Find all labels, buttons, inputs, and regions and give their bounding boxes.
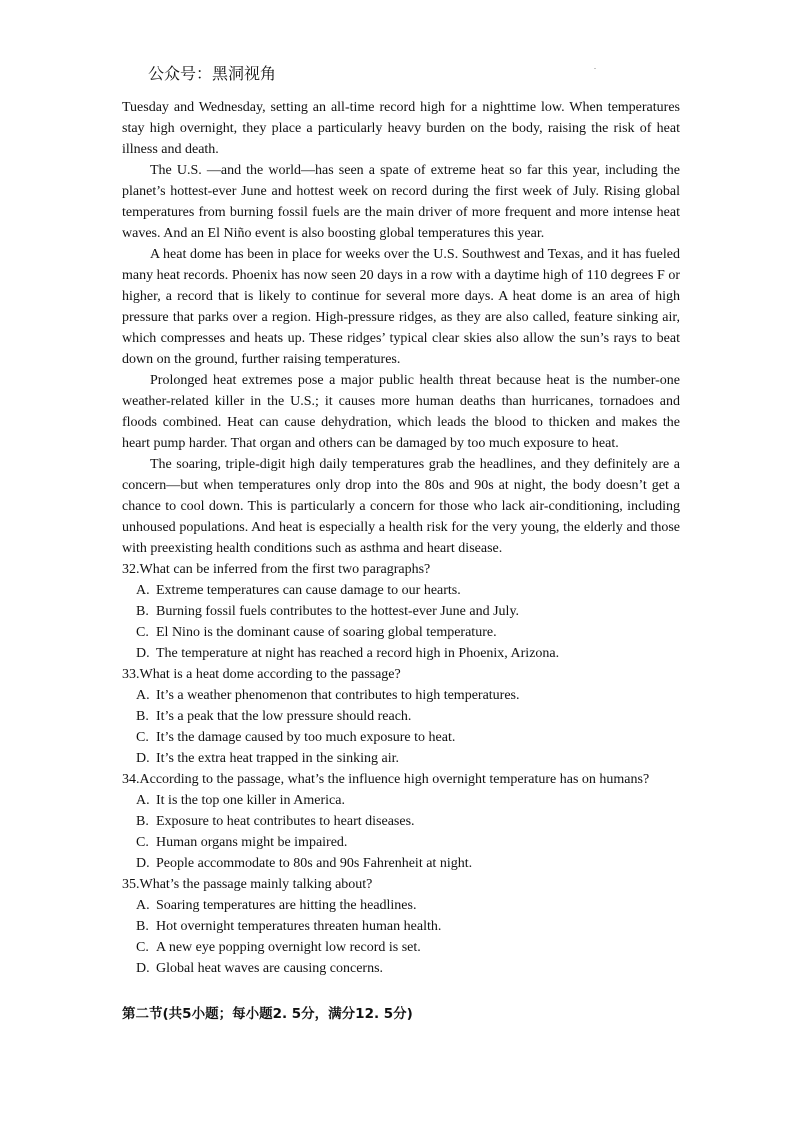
option-list bbox=[122, 895, 680, 979]
watermark-text: 公众号：黑洞视角 bbox=[148, 64, 277, 83]
section-heading: 第二节(共5小题；每小题2. 5分，满分12. 5分) bbox=[122, 1006, 413, 1022]
option-c bbox=[122, 622, 680, 643]
option-letter: D. bbox=[136, 751, 150, 766]
option-list bbox=[122, 580, 680, 664]
option-d bbox=[122, 958, 680, 979]
question-33 bbox=[122, 664, 680, 769]
option-text: The temperature at night has reached a record high in Phoenix, Arizona. bbox=[156, 646, 560, 661]
option-letter: D. bbox=[136, 646, 150, 661]
option-letter: A. bbox=[136, 793, 150, 808]
option-list bbox=[122, 790, 680, 874]
option-b bbox=[122, 916, 680, 937]
option-c bbox=[122, 937, 680, 958]
paragraph-2: The U.S. —and the world—has seen a spate of extreme heat so far this year, including the planet’s hottest-ever June and hottest week on record during the first week of July. Rising global temperatures from burning fossil fuels are the main driver of more frequent and more intense heat waves. And an El Niño event is also boosting global temperatures this year. bbox=[122, 163, 680, 241]
option-text: Extreme temperatures can cause damage to our hearts. bbox=[156, 583, 461, 598]
option-letter: B. bbox=[136, 919, 149, 934]
option-text: Soaring temperatures are hitting the headlines. bbox=[156, 898, 417, 913]
option-a bbox=[122, 895, 680, 916]
option-letter: C. bbox=[136, 625, 149, 640]
option-text: It’s the extra heat trapped in the sinking air. bbox=[156, 751, 399, 766]
option-c bbox=[122, 727, 680, 748]
question-stem: 34.According to the passage, what’s the influence high overnight temperature has on humans? bbox=[122, 772, 650, 787]
option-list bbox=[122, 685, 680, 769]
option-d bbox=[122, 748, 680, 769]
option-text: A new eye popping overnight low record is set. bbox=[156, 940, 421, 955]
option-b bbox=[122, 601, 680, 622]
option-letter: C. bbox=[136, 940, 149, 955]
option-letter: C. bbox=[136, 730, 149, 745]
header-dot: . bbox=[594, 62, 596, 71]
option-letter: A. bbox=[136, 583, 150, 598]
option-letter: A. bbox=[136, 688, 150, 703]
option-letter: A. bbox=[136, 898, 150, 913]
option-a bbox=[122, 790, 680, 811]
question-34 bbox=[122, 769, 680, 874]
question-stem: 35.What’s the passage mainly talking about? bbox=[122, 877, 373, 892]
question-35 bbox=[122, 874, 680, 979]
option-text: Human organs might be impaired. bbox=[156, 835, 348, 850]
option-a bbox=[122, 685, 680, 706]
option-letter: B. bbox=[136, 814, 149, 829]
option-b bbox=[122, 706, 680, 727]
option-text: People accommodate to 80s and 90s Fahrenheit at night. bbox=[156, 856, 473, 871]
option-letter: B. bbox=[136, 709, 149, 724]
option-text: Global heat waves are causing concerns. bbox=[156, 961, 384, 976]
question-stem: 33.What is a heat dome according to the passage? bbox=[122, 667, 401, 682]
option-text: El Nino is the dominant cause of soaring global temperature. bbox=[156, 625, 497, 640]
option-a bbox=[122, 580, 680, 601]
option-letter: D. bbox=[136, 856, 150, 871]
paragraph-1: Tuesday and Wednesday, setting an all-time record high for a nighttime low. When temperatures stay high overnight, they place a particularly heavy burden on the body, raising the risk of heat illness and death. bbox=[122, 100, 680, 157]
question-stem: 32.What can be inferred from the first two paragraphs? bbox=[122, 562, 431, 577]
option-d bbox=[122, 853, 680, 874]
option-c bbox=[122, 832, 680, 853]
option-letter: B. bbox=[136, 604, 149, 619]
document-body bbox=[122, 97, 680, 979]
paragraph-4: Prolonged heat extremes pose a major public health threat because heat is the number-one weather-related killer in the U.S.; it causes more human deaths than hurricanes, tornadoes and floods combined. Heat can cause dehydration, which leads the blood to thicken and makes the heart pump harder. That organ and others can be damaged by too much exposure to heat. bbox=[122, 373, 680, 451]
option-d bbox=[122, 643, 680, 664]
option-text: It is the top one killer in America. bbox=[156, 793, 345, 808]
option-text: It’s a peak that the low pressure should reach. bbox=[156, 709, 412, 724]
option-text: Burning fossil fuels contributes to the hottest-ever June and July. bbox=[156, 604, 520, 619]
option-letter: C. bbox=[136, 835, 149, 850]
option-text: It’s the damage caused by too much exposure to heat. bbox=[156, 730, 456, 745]
option-b bbox=[122, 811, 680, 832]
option-letter: D. bbox=[136, 961, 150, 976]
paragraph-5: The soaring, triple-digit high daily temperatures grab the headlines, and they definitely are a concern—but when temperatures only drop into the 80s and 90s at night, the body doesn’t get a chance to cool down. This is particularly a concern for those who lack air-conditioning, including unhoused populations. And heat is especially a health risk for the very young, the elderly and those with preexisting health conditions such as asthma and heart disease. bbox=[122, 457, 680, 556]
question-32 bbox=[122, 559, 680, 664]
option-text: Hot overnight temperatures threaten human health. bbox=[156, 919, 442, 934]
option-text: It’s a weather phenomenon that contributes to high temperatures. bbox=[156, 688, 520, 703]
paragraph-3: A heat dome has been in place for weeks over the U.S. Southwest and Texas, and it has fueled many heat records. Phoenix has now seen 20 days in a row with a daytime high of 110 degrees F or higher, a record that is likely to continue for several more days. A heat dome is an area of high pressure that parks over a region. High-pressure ridges, as they are also called, feature sinking air, which compresses and heats up. These ridges’ typical clear skies also allow the sun’s rays to beat down on the ground, further raising temperatures. bbox=[122, 247, 680, 367]
option-text: Exposure to heat contributes to heart diseases. bbox=[156, 814, 415, 829]
